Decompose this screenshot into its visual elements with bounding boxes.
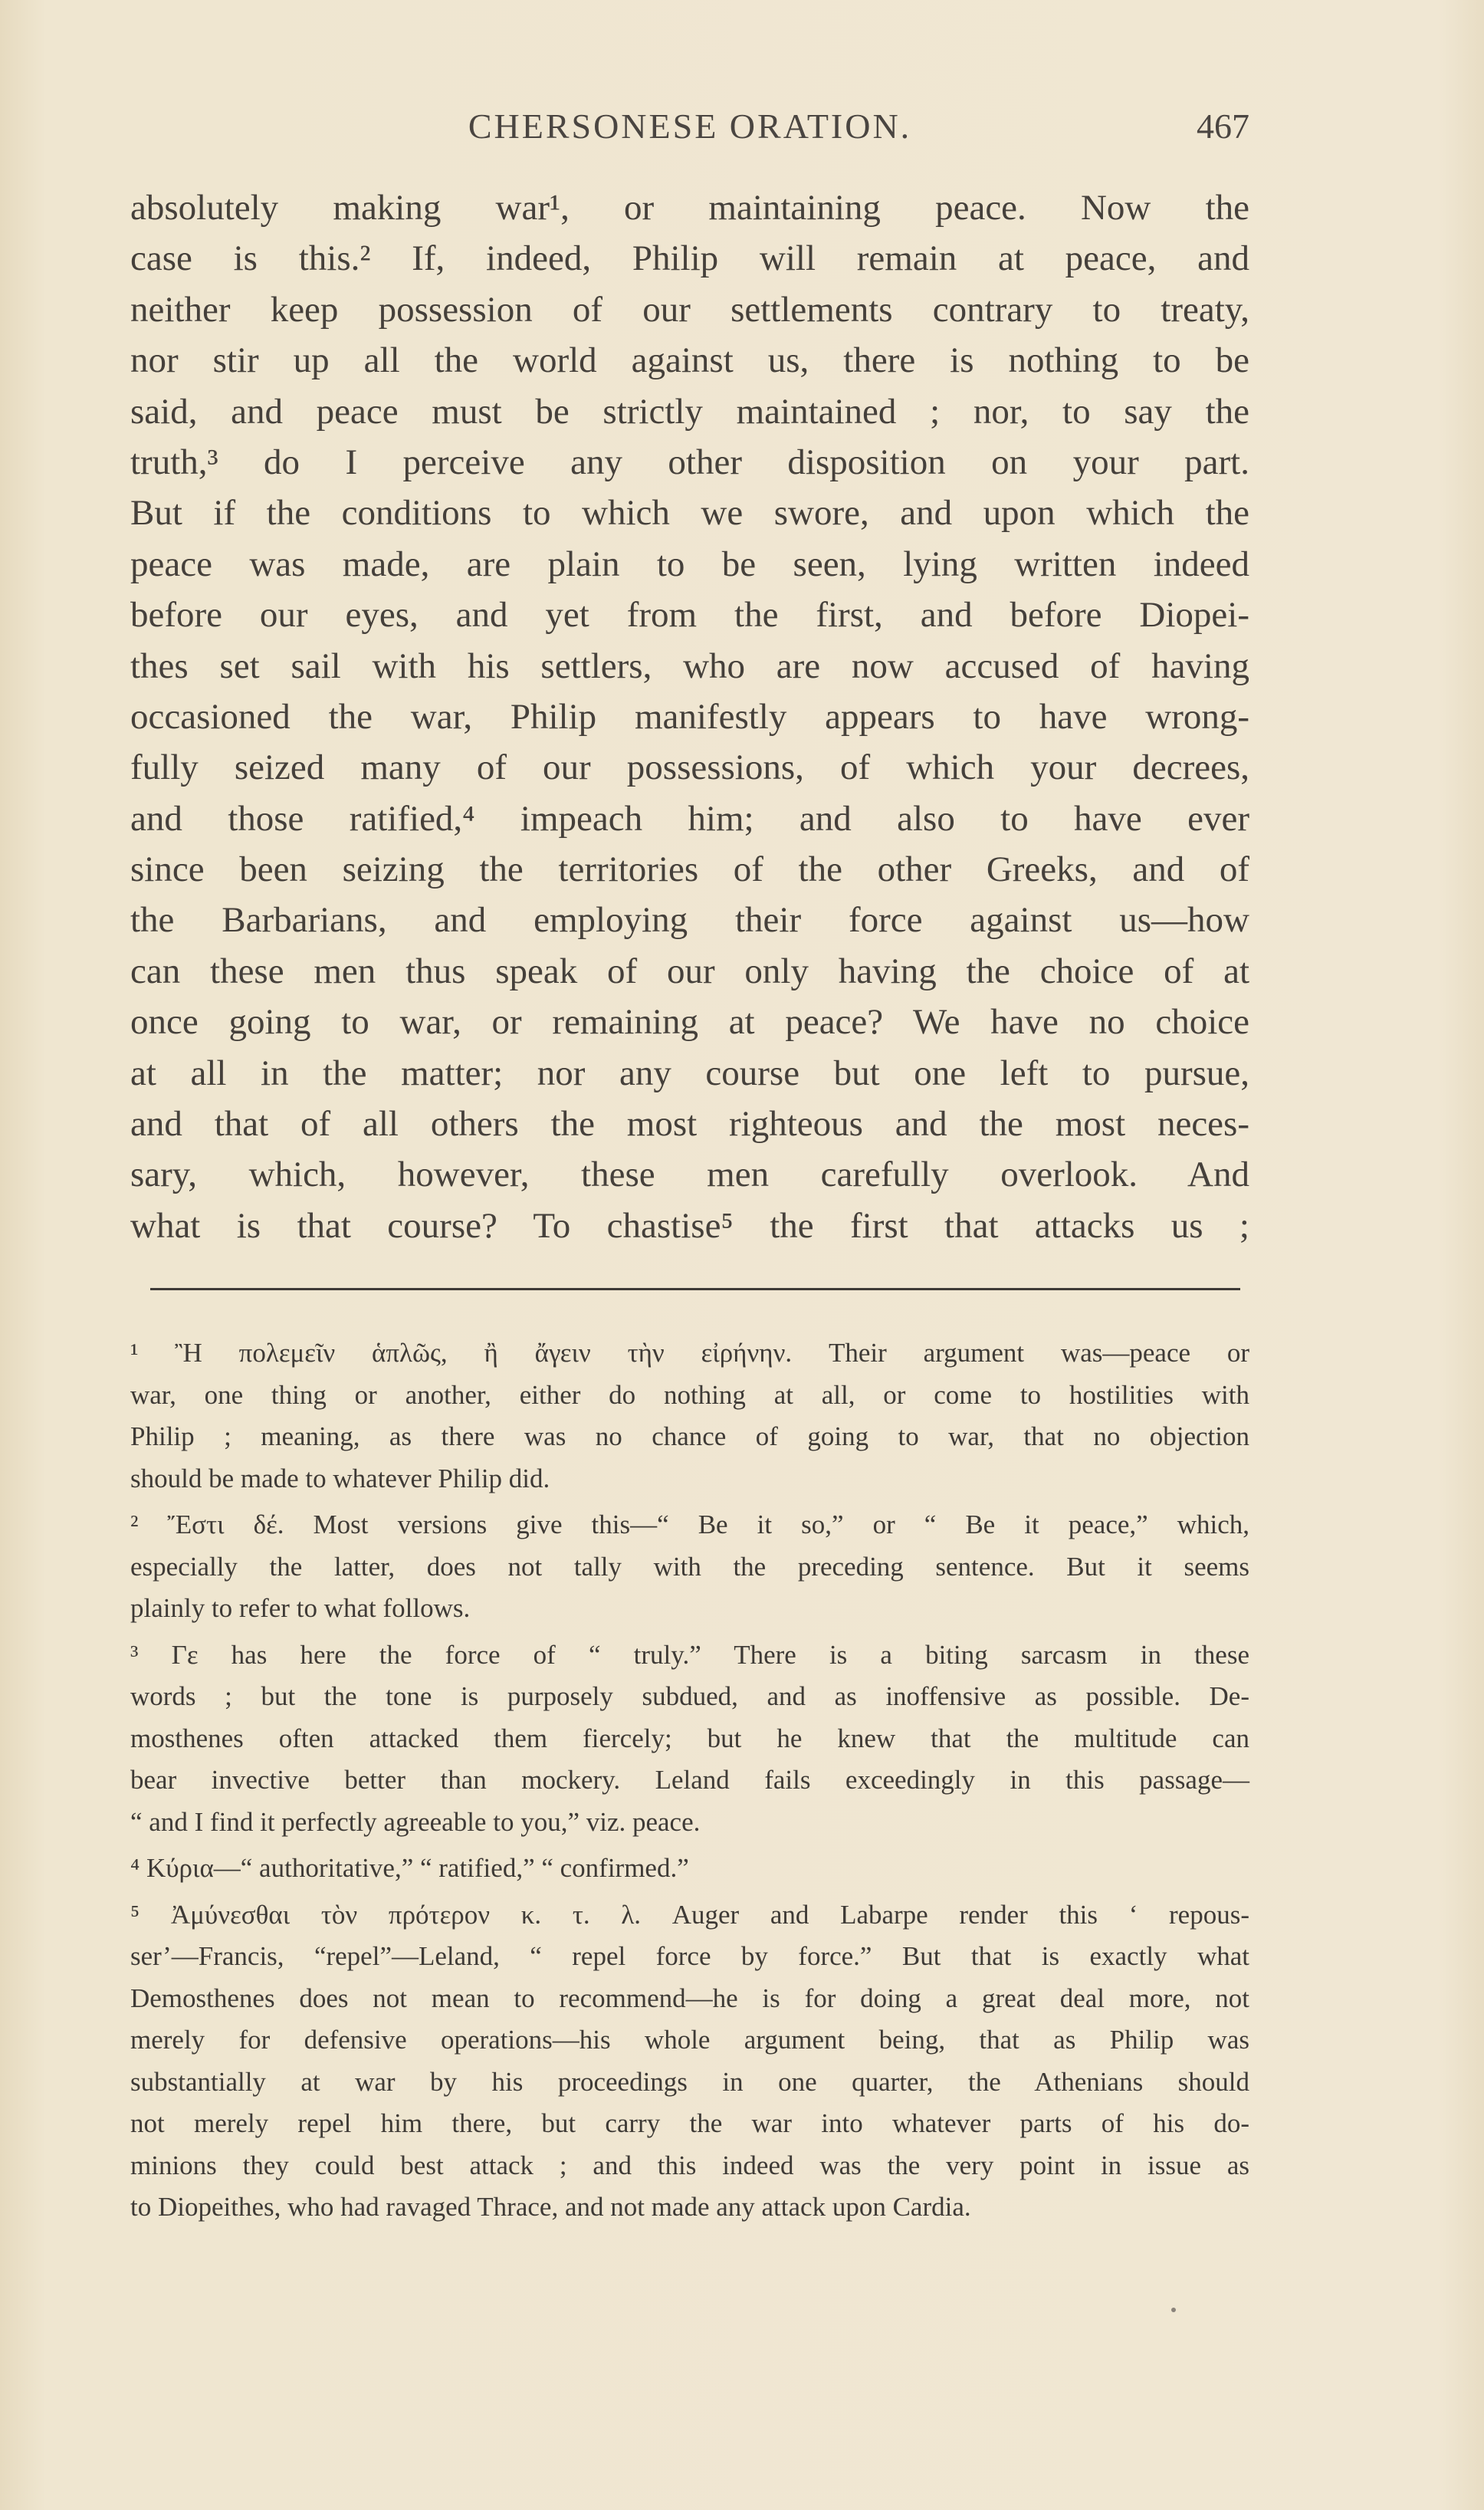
body-line: can these men thus speak of our only having the choice of at xyxy=(130,951,1249,991)
footnote-line: ³ Γε has here the force of “ truly.” There is a biting sarcasm in these xyxy=(130,1639,1249,1670)
footnote-line: words ; but the tone is purposely subdued, and as inoffensive as possible. De- xyxy=(130,1681,1249,1711)
footnote-rule xyxy=(150,1288,1240,1290)
body-line: fully seized many of our possessions, of which your decrees, xyxy=(130,747,1249,788)
footnote-line: not merely repel him there, but carry the war into whatever parts of his do- xyxy=(130,2108,1249,2138)
footnote-5 xyxy=(130,1894,1249,2229)
body-line: nor stir up all the world against us, there is nothing to be xyxy=(130,340,1249,381)
body-line: and those ratified,⁴ impeach him; and also to have ever xyxy=(130,798,1249,839)
footnote-line: minions they could best attack ; and this indeed was the very point in issue as xyxy=(130,2150,1249,2180)
footnote-line: “ and I find it perfectly agreeable to you,” viz. peace. xyxy=(130,1806,701,1837)
footnote-line: bear invective better than mockery. Leland fails exceedingly in this passage— xyxy=(130,1765,1249,1795)
footnote-line: ⁴ Κύρια—“ authoritative,” “ ratified,” “ confirmed.” xyxy=(130,1853,689,1883)
footnote-line: Demosthenes does not mean to recommend—he is for doing a great deal more, not xyxy=(130,1983,1249,2013)
footnote-line: Philip ; meaning, as there was no chance of going to war, that no objection xyxy=(130,1421,1249,1451)
footnote-line: especially the latter, does not tally with the preceding sentence. But it seems xyxy=(130,1551,1249,1582)
running-title: CHERSONESE ORATION. xyxy=(468,107,912,146)
footnote-line: to Diopeithes, who had ravaged Thrace, and not made any attack upon Cardia. xyxy=(130,2192,971,2222)
footnote-line: ⁵ Ἀμύνεσθαι τὸν πρότερον κ. τ. λ. Auger and Labarpe render this ‘ repous- xyxy=(130,1899,1249,1930)
body-line: peace was made, are plain to be seen, lying written indeed xyxy=(130,544,1249,584)
body-line: sary, which, however, these men carefully overlook. And xyxy=(130,1155,1249,1195)
body-line: neither keep possession of our settlements contrary to treaty, xyxy=(130,289,1249,330)
body-line: at all in the matter; nor any course but one left to pursue, xyxy=(130,1053,1249,1093)
body-line: occasioned the war, Philip manifestly appears to have wrong- xyxy=(130,696,1249,737)
footnote-4 xyxy=(130,1848,1249,1890)
body-line: But if the conditions to which we swore, and upon which the xyxy=(130,493,1249,534)
footnote-line: plainly to refer to what follows. xyxy=(130,1593,471,1623)
body-line: since been seizing the territories of the other Greeks, and of xyxy=(130,849,1249,890)
footnote-3 xyxy=(130,1634,1249,1844)
footnote-1 xyxy=(130,1332,1249,1500)
page-number: 467 xyxy=(1197,107,1249,146)
body-line: before our eyes, and yet from the first, and before Diopei- xyxy=(130,595,1249,636)
body-line: absolutely making war¹, or maintaining peace. Now the xyxy=(130,188,1249,228)
footnote-line: ¹ Ἢ πολεμεῖν ἁπλῶς, ἢ ἄγειν τὴν εἰρήνην. Their argument was—peace or xyxy=(130,1338,1249,1368)
body-line: and that of all others the most righteous and the most neces- xyxy=(130,1104,1249,1145)
body-line: the Barbarians, and employing their force against us—how xyxy=(130,900,1249,941)
body-line: truth,³ do I perceive any other disposition on your part. xyxy=(130,442,1249,482)
footnote-2 xyxy=(130,1504,1249,1630)
paper-speck xyxy=(1171,2308,1176,2312)
footnotes xyxy=(130,1332,1249,2229)
body-line: once going to war, or remaining at peace? We have no choice xyxy=(130,1002,1249,1043)
footnote-line: merely for defensive operations—his whole argument being, that as Philip was xyxy=(130,2025,1249,2055)
running-head xyxy=(130,106,1249,159)
footnote-line: ser’—Francis, “repel”—Leland, “ repel force by force.” But that is exactly what xyxy=(130,1941,1249,1971)
footnote-line: should be made to whatever Philip did. xyxy=(130,1463,550,1493)
footnote-line: ² Ἔστι δέ. Most versions give this—“ Be it so,” or “ Be it peace,” which, xyxy=(130,1510,1249,1539)
footnote-line: substantially at war by his proceedings in one quarter, the Athenians should xyxy=(130,2066,1249,2097)
footnote-line: mosthenes often attacked them fiercely; but he knew that the multitude can xyxy=(130,1723,1249,1753)
body-line: said, and peace must be strictly maintained ; nor, to say the xyxy=(130,391,1249,432)
footnote-line: war, one thing or another, either do nothing at all, or come to hostilities with xyxy=(130,1379,1249,1410)
body-line: what is that course? To chastise⁵ the first that attacks us ; xyxy=(130,1205,1249,1246)
body-line: case is this.² If, indeed, Philip will remain at peace, and xyxy=(130,238,1249,279)
body-text xyxy=(130,182,1249,1251)
body-line: thes set sail with his settlers, who are now accused of having xyxy=(130,646,1249,686)
